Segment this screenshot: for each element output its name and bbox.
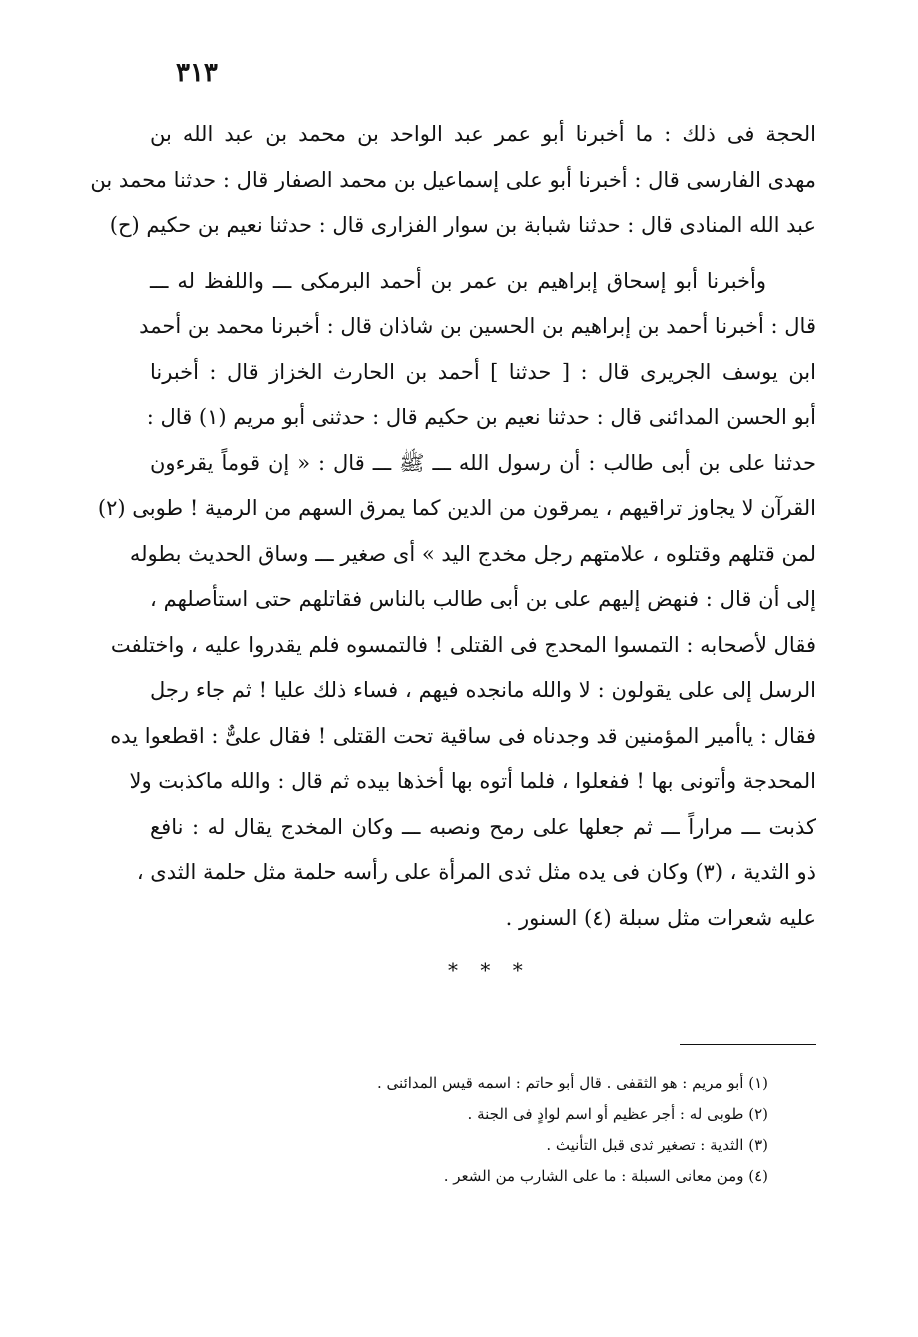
page-number: ٣١٣: [176, 58, 218, 88]
paragraph-2-line: لمن قتلهم وقتلوه ، علامتهم رجل مخدج اليد » أى صغير ـــ وساق الحديث بطوله: [129, 541, 816, 566]
paragraph-2-line: ذو الثدية ، (٣) وكان فى يده مثل ثدى المرأة على رأسه حلمة مثل حلمة الثدى ،: [136, 860, 816, 884]
footnote-2: (٢) طوبى له : أجر عظيم أو اسم لوادٍ فى الجنة .: [467, 1105, 768, 1123]
paragraph-2-line: القرآن لا يجاوز تراقيهم ، يمرقون من الدين كما يمرق السهم من الرمية ! طوبى (٢): [97, 496, 816, 520]
footnote-3: (٣) الثدية : تصغير ثدى قبل التأنيث .: [546, 1136, 768, 1154]
paragraph-2-line: حدثنا على بن أبى طالب : أن رسول الله ـــ ﷺ ـــ قال : « إن قوماً يقرءون: [150, 450, 816, 475]
footnotes: [248, 1068, 768, 1192]
paragraph-1-line: مهدى الفارسى قال : أخبرنا أبو على إسماعيل بن محمد الصفار قال : حدثنا محمد بن: [90, 167, 816, 192]
paragraph-2-line: ابن يوسف الجريرى قال : [ حدثنا ] أحمد بن الحارث الخزاز قال : أخبرنا: [150, 359, 816, 384]
paragraph-2-line: عليه شعرات مثل سبلة (٤) السنور .: [505, 905, 816, 930]
paragraph-2-line: قال : أخبرنا أحمد بن إبراهيم بن الحسين بن شاذان قال : أخبرنا محمد بن أحمد: [139, 314, 816, 338]
section-separator: * * *: [448, 958, 531, 982]
paragraph-2-line: إلى أن قال : فنهض إليهم على بن أبى طالب بالناس فقاتلهم حتى استأصلهم ،: [150, 587, 816, 611]
paragraph-1-line: الحجة فى ذلك : ما أخبرنا أبو عمر عبد الواحد بن محمد بن عبد الله بن: [150, 122, 816, 146]
paragraph-1-line: عبد الله المنادى قال : حدثنا شبابة بن سوار الفزارى قال : حدثنا نعيم بن حكيم (ح): [109, 213, 816, 237]
paragraph-2-line: أبو الحسن المدائنى قال : حدثنا نعيم بن حكيم قال : حدثنى أبو مريم (١) قال :: [146, 405, 816, 429]
paragraph-2-line: كذبت ـــ مراراً ـــ ثم جعلها على رمح ونصبه ـــ وكان المخدج يقال له : نافع: [150, 814, 816, 839]
footnote-divider: [680, 1044, 816, 1045]
paragraph-2-line: وأخبرنا أبو إسحاق إبراهيم بن عمر بن أحمد البرمكى ـــ واللفظ له ـــ: [150, 268, 766, 293]
paragraph-2-line: المحدجة وأتونى بها ! ففعلوا ، فلما أتوه بها أخذها بيده ثم قال : والله ماكذبت ولا: [129, 769, 816, 793]
paragraph-gap: [150, 249, 816, 259]
footnote-4: (٤) ومن معانى السبلة : ما على الشارب من الشعر .: [443, 1167, 768, 1185]
paragraph-2-line: فقال لأصحابه : التمسوا المحدج فى القتلى ! فالتمسوه فلم يقدروا عليه ، واختلفت: [110, 632, 816, 657]
body-text: [90, 112, 816, 941]
paragraph-2-line: الرسل إلى على يقولون : لا والله مانجده فيهم ، فساء ذلك عليا ! ثم جاء رجل: [150, 678, 816, 702]
footnote-1: (١) أبو مريم : هو الثقفى . قال أبو حاتم : اسمه قيس المدائنى .: [377, 1074, 768, 1092]
paragraph-2-line: فقال : ياأمير المؤمنين قد وجدناه فى ساقية تحت القتلى ! فقال علىٌّ : اقطعوا يده: [110, 723, 816, 748]
